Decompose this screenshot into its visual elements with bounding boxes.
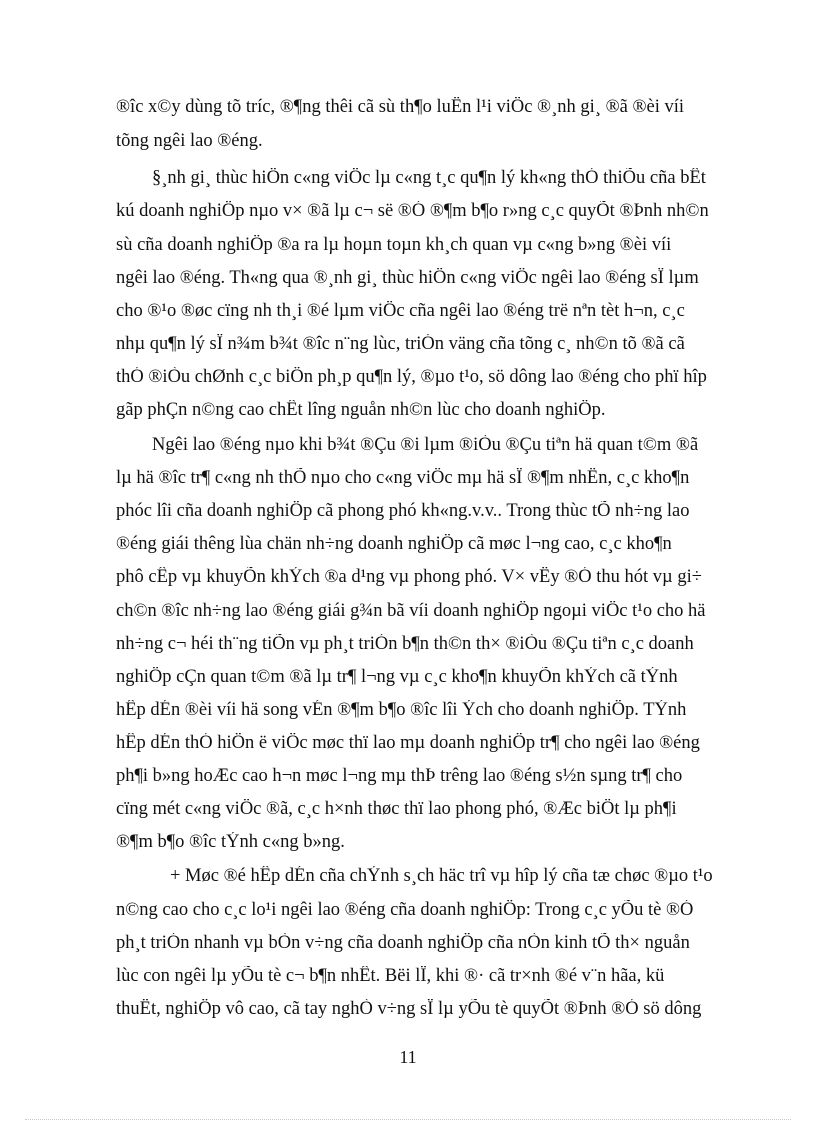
body-line: ph¶i b»ng hoÆc cao h¬n møc l¬ng mµ thÞ trêng lao ®éng s½n sµng tr¶ cho (116, 766, 683, 786)
body-line: nghiÖp cÇn quan t©m ®ã lµ tr¶ l¬ng vµ c¸c kho¶n khuyÕn khÝch cã tÝnh (116, 667, 678, 687)
body-line: gãp phÇn n©ng cao chÊt lîng nguån nh©n lùc cho doanh nghiÖp. (116, 400, 606, 420)
body-line: lµ hä ®îc tr¶ c«ng nh thÕ nµo cho c«ng viÖc mµ hä sÏ ®¶m nhËn, c¸c kho¶n (116, 468, 690, 488)
body-line: hÊp dÉn thÓ hiÖn ë viÖc møc thï lao mµ doanh nghiÖp tr¶ cho ngêi lao ®éng (116, 733, 700, 753)
body-line: cho ®¹o ®øc cïng nh th¸i ®é lµm viÖc cña ngêi lao ®éng trë nªn tèt h¬n, c¸c (116, 301, 685, 321)
body-line: n©ng cao cho c¸c lo¹i ngêi lao ®éng cña doanh nghiÖp: Trong c¸c yÕu tè ®Ó (116, 900, 694, 920)
body-line: ®îc x©y dùng tõ tríc, ®¶ng thêi cã sù th¶o luËn l¹i viÖc ®¸nh gi¸ ®ã ®èi víi (116, 97, 685, 117)
body-line: kú doanh nghiÖp nµo v× ®ã lµ c¬ së ®Ó ®¶m b¶o r»ng c¸c quyÕt ®Þnh nh©n (116, 201, 709, 221)
body-line: ch©n ®îc nh÷ng lao ®éng giái g¾n bã víi doanh nghiÖp ngoµi viÖc t¹o cho hä (116, 601, 706, 621)
paragraph-first-line: §¸nh gi¸ thùc hiÖn c«ng viÖc lµ c«ng t¸c qu¶n lý kh«ng thÓ thiÕu cña bÊt (152, 168, 706, 188)
body-line: phóc lîi cña doanh nghiÖp cã phong phó kh«ng.v.v.. Trong thùc tÕ nh÷ng lao (116, 501, 690, 521)
body-line: tõng ngêi lao ®éng. (116, 131, 263, 151)
page-bottom-rule (25, 1119, 791, 1120)
body-line: lùc con ngêi lµ yÕu tè c¬ b¶n nhÊt. Bëi lÏ, khi ®· cã tr×nh ®é v¨n hãa, kü (116, 966, 665, 986)
body-line: hÊp dÉn ®èi víi hä song vÉn ®¶m b¶o ®îc lîi Ých cho doanh nghiÖp. TÝnh (116, 700, 687, 720)
body-line: ®éng giái thêng lùa chän nh÷ng doanh nghiÖp cã møc l¬ng cao, c¸c kho¶n (116, 534, 672, 554)
body-line: thuËt, nghiÖp vô cao, cã tay nghÒ v÷ng sÏ lµ yÕu tè quyÕt ®Þnh ®Ó sö dông (116, 999, 702, 1019)
body-line: ph¸t triÓn nhanh vµ bÒn v÷ng cña doanh nghiÖp cña nÒn kinh tÕ th× nguån (116, 933, 690, 953)
body-line: sù cña doanh nghiÖp ®a ra lµ hoµn toµn kh¸ch quan vµ c«ng b»ng ®èi víi (116, 235, 672, 255)
body-line: thÓ ®iÒu chØnh c¸c biÖn ph¸p qu¶n lý, ®µo t¹o, sö dông lao ®éng cho phï hîp (116, 367, 707, 387)
body-line: nhµ qu¶n lý sÏ n¾m b¾t ®îc n¨ng lùc, triÓn väng cña tõng c¸ nh©n tõ ®ã cã (116, 334, 685, 354)
body-line: phô cÊp vµ khuyÕn khÝch ®a d¹ng vµ phong phó. V× vËy ®Ó thu hót vµ gi÷ (116, 567, 702, 587)
body-line: ngêi lao ®éng. Th«ng qua ®¸nh gi¸ thùc hiÖn c«ng viÖc ngêi lao ®éng sÏ lµm (116, 268, 699, 288)
paragraph-first-line: + Møc ®é hÊp dÉn cña chÝnh s¸ch häc trî vµ hîp lý cña tæ chøc ®µo t¹o (170, 866, 713, 886)
body-line: cïng mét c«ng viÖc ®ã, c¸c h×nh thøc thï lao phong phó, ®Æc biÖt lµ ph¶i (116, 799, 677, 819)
body-line: ®¶m b¶o ®îc tÝnh c«ng b»ng. (116, 832, 345, 852)
body-line: nh÷ng c¬ héi th¨ng tiÕn vµ ph¸t triÓn b¶n th©n th× ®iÒu ®Çu tiªn c¸c doanh (116, 634, 694, 654)
page-number: 11 (399, 1047, 417, 1067)
paragraph-first-line: Ngêi lao ®éng nµo khi b¾t ®Çu ®i lµm ®iÒu ®Çu tiªn hä quan t©m ®ã (152, 435, 699, 455)
